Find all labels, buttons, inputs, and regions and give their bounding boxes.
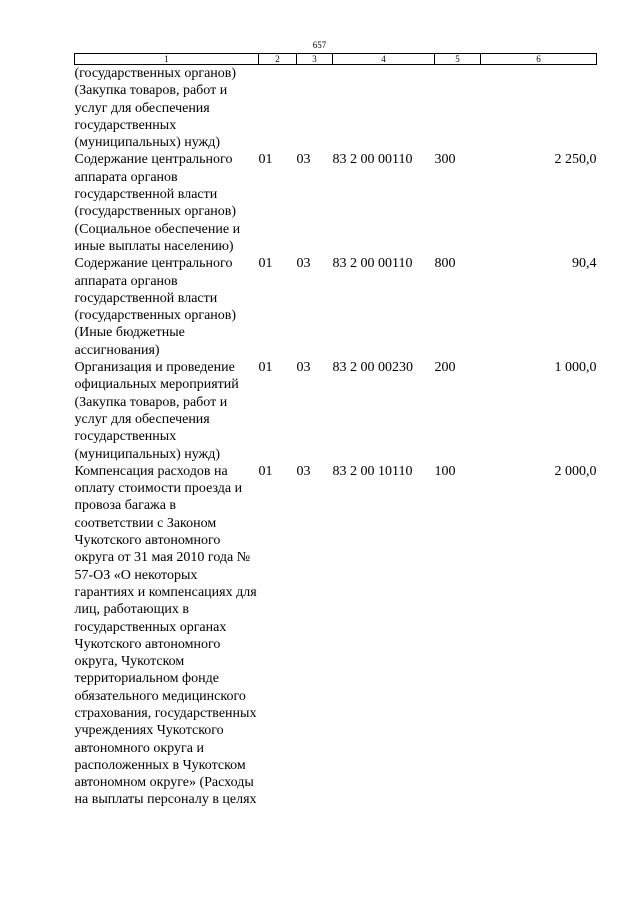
row-subsection [297,65,333,152]
row-section: 01 [258,463,273,479]
row-name: Содержание центрального аппарата органов государственной власти (государственных органов) (Социальное обеспечение и иные выплаты населению) [74,152,241,254]
row-amount: 2 000,0 [554,463,597,479]
column-header-5: 5 [435,54,481,65]
row-target-article [333,65,435,152]
row-name: Содержание центрального аппарата органов государственной власти (государственных органов) (Иные бюджетные ассигнования) [74,256,237,358]
row-section: 01 [258,360,273,376]
column-header-1: 1 [75,54,259,65]
column-header-4: 4 [333,54,435,65]
row-expense-type: 200 [434,360,456,376]
row-section [259,65,297,152]
row-target-article: 83 2 00 00230 [332,360,413,376]
row-subsection: 03 [296,360,311,376]
row-subsection: 03 [296,463,311,479]
row-section: 01 [258,152,273,168]
row-name: (государственных органов) (Закупка товаров, работ и услуг для обеспечения государственных (муниципальных) нужд) [74,66,237,151]
row-amount: 2 250,0 [554,152,597,168]
column-header-2: 2 [259,54,297,65]
row-amount: 90,4 [572,256,597,272]
table-row [75,359,597,463]
row-amount: 1 000,0 [554,360,597,376]
row-target-article: 83 2 00 00110 [332,152,413,168]
row-expense-type: 100 [434,463,456,479]
row-target-article: 83 2 00 00110 [332,256,413,272]
table-header-row [75,54,597,65]
row-expense-type [435,65,481,152]
row-subsection: 03 [296,256,311,272]
row-amount [481,65,597,152]
row-name: Компенсация расходов на оплату стоимости проезда и провоза багажа в соответствии с Законом Чукотского автономного округа от 31 мая 2010 года № 57-ОЗ «О некоторых гарантиях и компенсациях для лиц, работающих в государственных органах Чукотского автономного округа, Чукотском территориальном фонде обязательного медицинского страхования, государственных учреждениях Чукотского автономного округа и расположенных в Чукотском автономном округе» (Расходы на выплаты персоналу в целях [74,463,257,808]
column-header-6: 6 [481,54,597,65]
row-target-article: 83 2 00 10110 [332,463,413,479]
table-row [75,255,597,359]
row-subsection: 03 [296,152,311,168]
table-row [75,151,597,255]
row-name: Организация и проведение официальных мероприятий (Закупка товаров, работ и услуг для обеспечения государственных (муниципальных) нужд) [74,360,239,462]
row-expense-type: 300 [434,152,456,168]
table-row [75,463,597,809]
budget-table [74,53,597,809]
row-section: 01 [258,256,273,272]
column-header-3: 3 [297,54,333,65]
page-number: 657 [312,40,327,50]
table-row [75,65,597,152]
row-expense-type: 800 [434,256,456,272]
